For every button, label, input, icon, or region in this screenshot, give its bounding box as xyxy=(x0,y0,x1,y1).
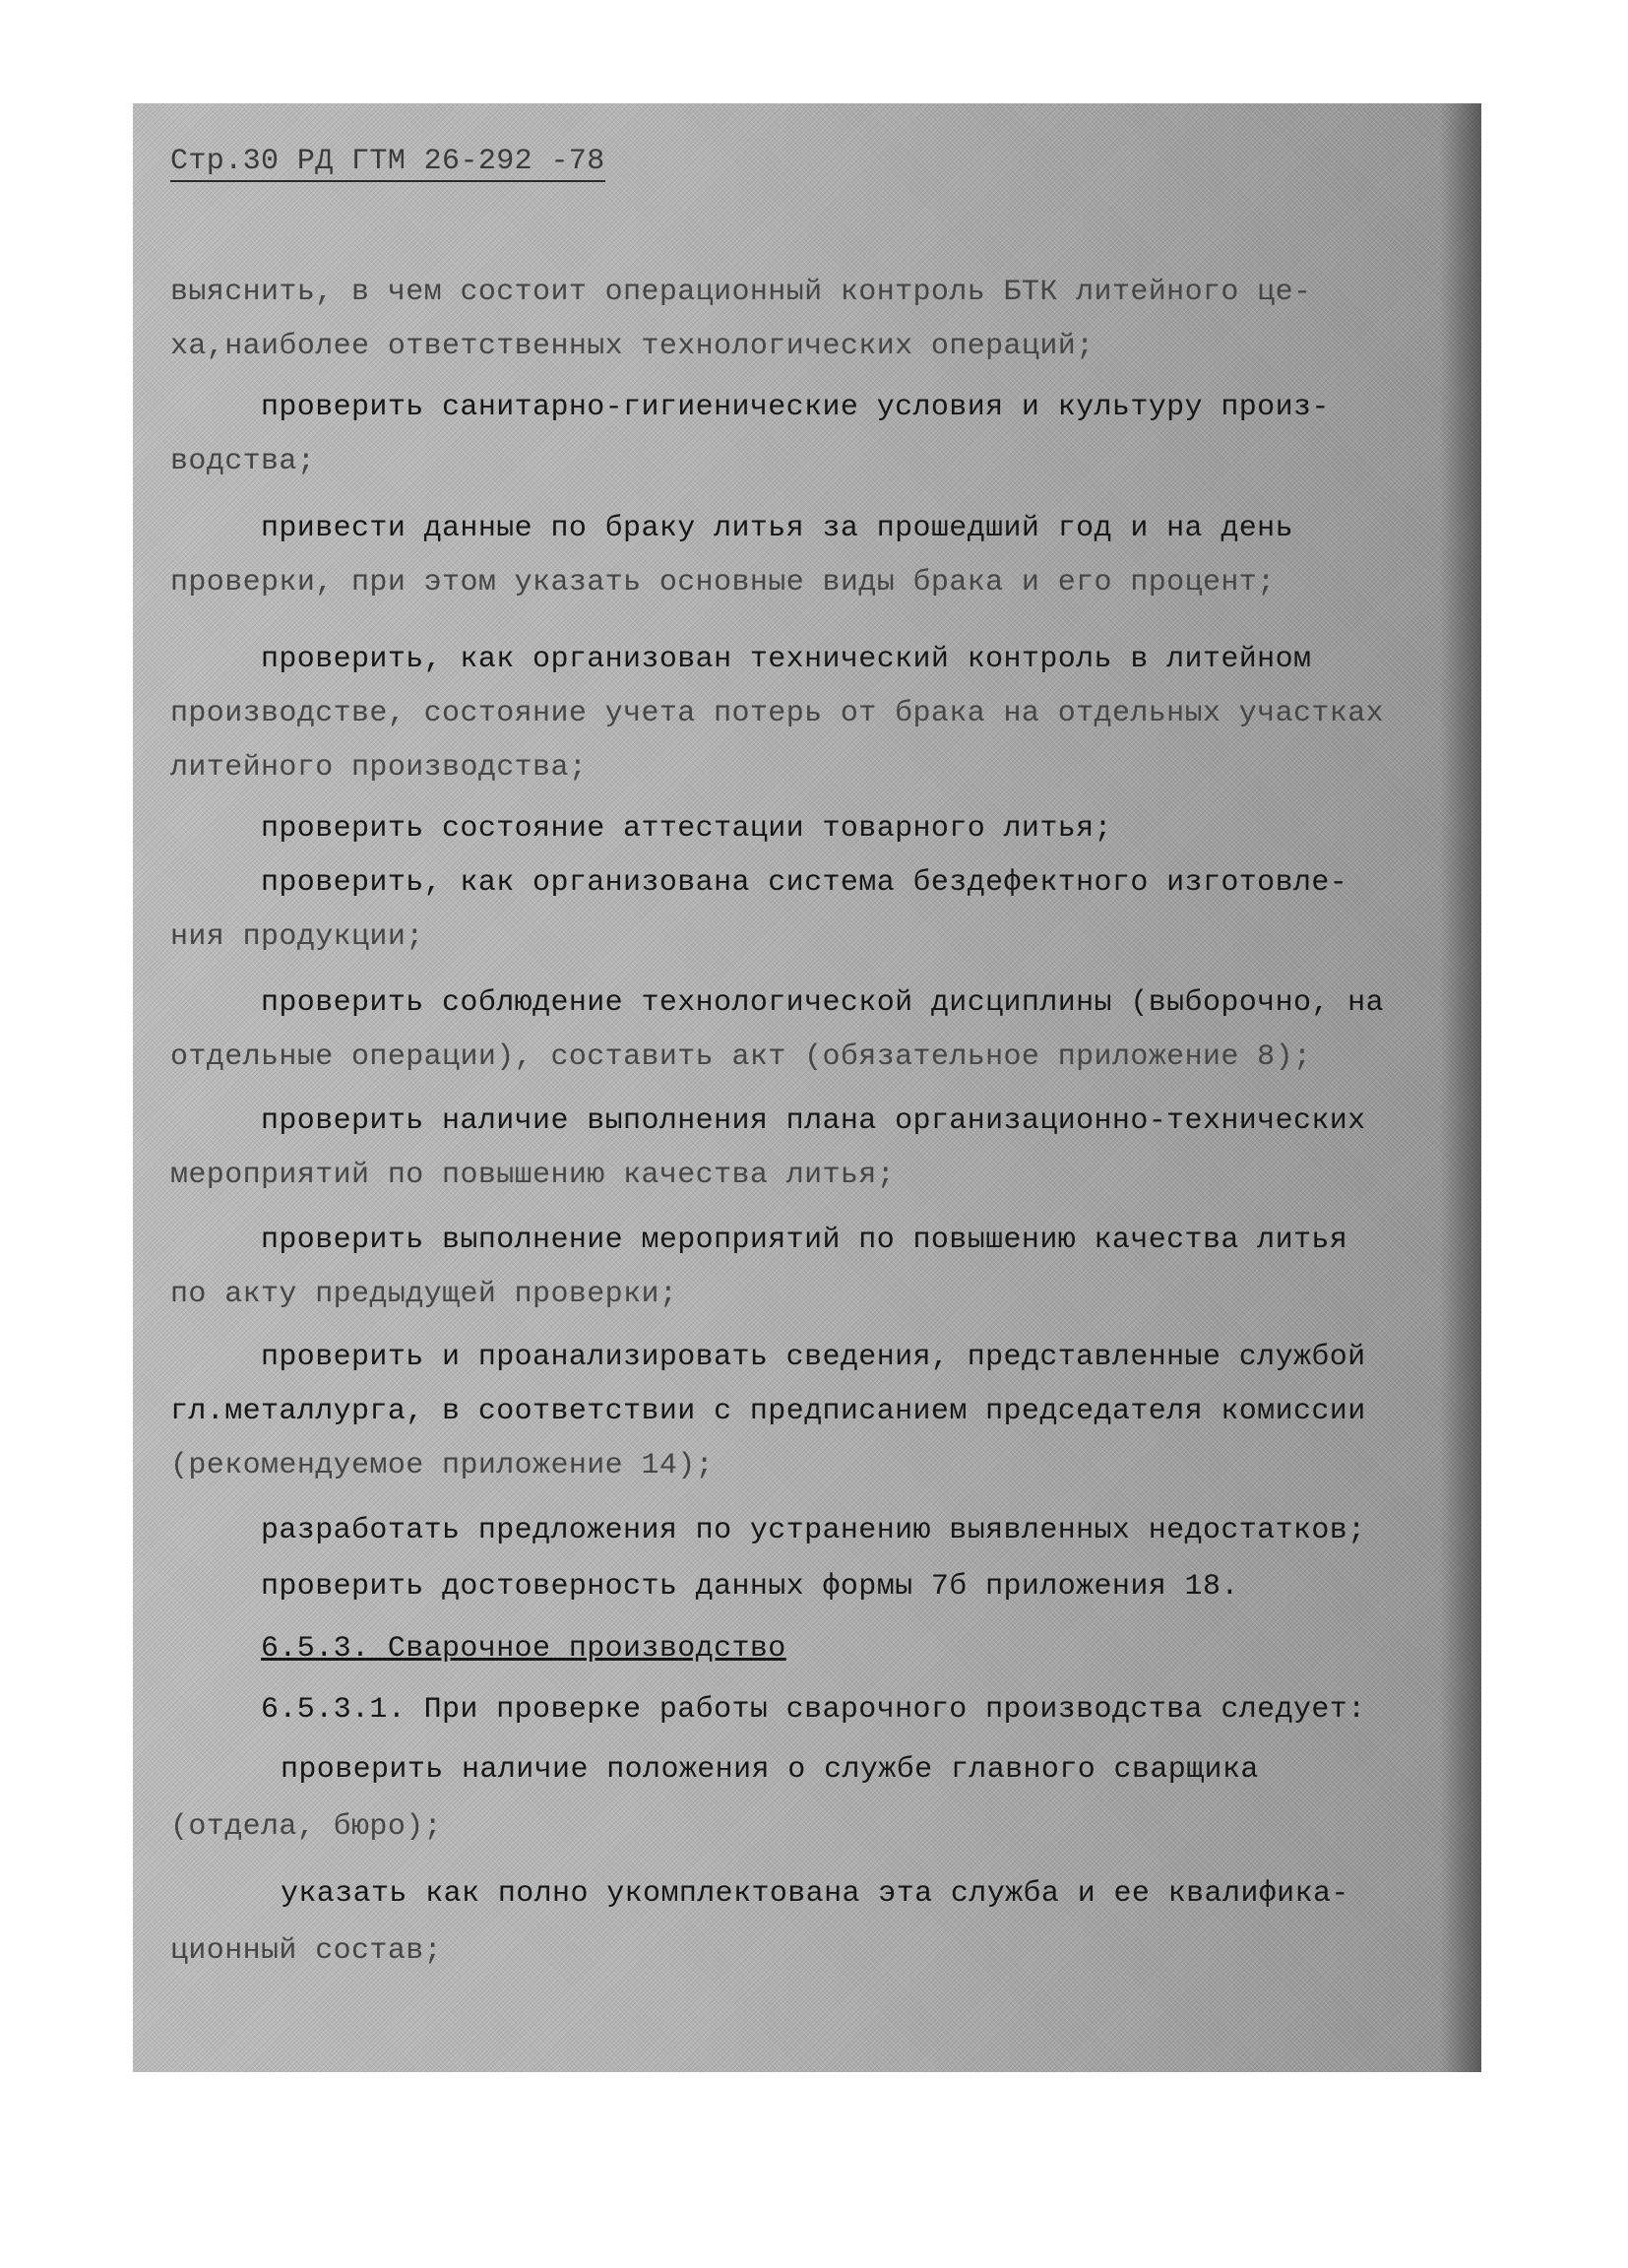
section-heading: 6.5.3. Сварочное производство xyxy=(261,1632,786,1666)
text-line-8: производстве, состояние учета потерь от брака на отдельных участках xyxy=(170,697,1384,730)
text-line-11: проверить, как организована система бездефектного изготовле- xyxy=(261,866,1348,900)
text-line-21: (рекомендуемое приложение 14); xyxy=(170,1449,715,1482)
text-line-18: по акту предыдущей проверки; xyxy=(170,1278,678,1311)
text-line-9: литейного производства; xyxy=(170,751,588,785)
text-line-22: разработать предложения по устранению выявленных недостатков; xyxy=(261,1514,1366,1547)
text-line-20: гл.металлурга, в соответствии с предписанием председателя комиссии xyxy=(170,1395,1366,1428)
text-line-3: проверить санитарно-гигиенические условия и культуру произ- xyxy=(261,391,1330,424)
text-line-1: выяснить, в чем состоит операционный контроль БТК литейного це- xyxy=(170,276,1312,309)
text-line-14: отдельные операции), составить акт (обязательное приложение 8); xyxy=(170,1040,1312,1074)
text-line-13: проверить соблюдение технологической дисциплины (выборочно, на xyxy=(261,986,1384,1020)
document-page xyxy=(133,103,1481,2072)
text-line-23: проверить достоверность данных формы 7б приложения 18. xyxy=(261,1570,1239,1604)
text-line-25: 6.5.3.1. При проверке работы сварочного производства следует: xyxy=(261,1693,1366,1727)
text-line-17: проверить выполнение мероприятий по повышению качества литья xyxy=(261,1224,1348,1257)
text-line-12: ния продукции; xyxy=(170,920,424,954)
text-line-6: проверки, при этом указать основные виды брака и его процент; xyxy=(170,566,1276,599)
text-line-15: проверить наличие выполнения плана организационно-технических xyxy=(261,1104,1366,1138)
text-line-26: проверить наличие положения о службе главного сварщика xyxy=(281,1753,1259,1787)
page-edge-shadow xyxy=(1440,103,1481,2072)
text-line-19: проверить и проанализировать сведения, представленные службой xyxy=(261,1341,1366,1374)
text-line-7: проверить, как организован технический контроль в литейном xyxy=(261,643,1312,676)
text-line-29: ционный состав; xyxy=(170,1934,443,1968)
text-line-16: мероприятий по повышению качества литья; xyxy=(170,1159,896,1192)
page-header: Стр.30 РД ГТМ 26-292 -78 xyxy=(170,145,605,182)
text-line-2: ха,наиболее ответственных технологических операций; xyxy=(170,330,1095,363)
text-line-10: проверить состояние аттестации товарного литья; xyxy=(261,812,1112,846)
text-line-28: указать как полно укомплектована эта служба и ее квалифика- xyxy=(281,1877,1349,1911)
text-line-5: привести данные по браку литья за прошедший год и на день xyxy=(261,512,1293,545)
text-line-27: (отдела, бюро); xyxy=(170,1810,443,1844)
text-line-4: водства; xyxy=(170,445,316,478)
